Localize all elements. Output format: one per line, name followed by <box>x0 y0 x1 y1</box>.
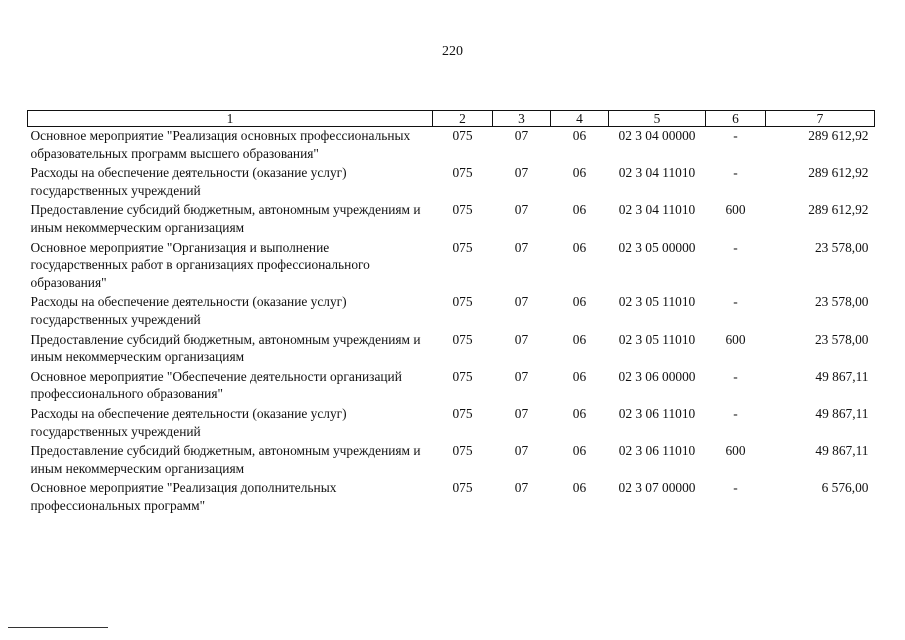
subsection-code: 06 <box>572 165 587 181</box>
item-name: Предоставление субсидий бюджетным, автономным учреждениям и иным некоммерческим организациям <box>30 443 421 476</box>
item-name: Основное мероприятие "Обеспечение деятельности организаций профессионального образования" <box>30 368 402 402</box>
table-row <box>28 293 875 330</box>
item-name: Расходы на обеспечение деятельности (оказание услуг) государственных учреждений <box>30 294 347 327</box>
table-row <box>28 239 875 294</box>
subsection-code: 06 <box>572 239 587 255</box>
amount: 23 578,00 <box>814 294 869 310</box>
section-code: 07 <box>514 331 529 347</box>
item-name: Расходы на обеспечение деятельности (оказание услуг) государственных учреждений <box>30 405 347 439</box>
target-article-code: 02 3 06 00000 <box>618 368 696 384</box>
section-code: 07 <box>514 128 529 143</box>
expense-type-code: 600 <box>725 443 746 459</box>
amount: 49 867,11 <box>815 443 869 459</box>
table-row <box>28 201 875 238</box>
column-header-6: 6 <box>706 111 766 127</box>
amount: 289 612,92 <box>808 202 869 218</box>
budget-table <box>27 110 875 516</box>
amount: 289 612,92 <box>808 128 869 143</box>
target-article-code: 02 3 04 11010 <box>618 202 696 218</box>
table-row <box>28 442 875 479</box>
ministry-code: 075 <box>452 368 473 384</box>
header-row <box>28 111 875 127</box>
subsection-code: 06 <box>572 331 587 347</box>
ministry-code: 075 <box>452 239 473 255</box>
subsection-code: 06 <box>572 480 587 496</box>
subsection-code: 06 <box>572 443 587 459</box>
section-code: 07 <box>514 368 529 384</box>
column-header-4: 4 <box>551 111 609 127</box>
expense-type-code: - <box>733 405 738 421</box>
expense-type-code: - <box>733 239 738 255</box>
subsection-code: 06 <box>572 128 587 143</box>
subsection-code: 06 <box>572 405 587 421</box>
target-article-code: 02 3 05 11010 <box>618 294 696 310</box>
table-row <box>28 368 875 405</box>
expense-type-code: 600 <box>725 331 746 347</box>
ministry-code: 075 <box>452 294 473 310</box>
item-name: Предоставление субсидий бюджетным, автономным учреждениям и иным некоммерческим организациям <box>30 331 421 365</box>
column-header-5: 5 <box>609 111 706 127</box>
expense-type-code: - <box>733 480 738 496</box>
table-row <box>28 127 875 165</box>
amount: 49 867,11 <box>815 368 869 384</box>
section-code: 07 <box>514 405 529 421</box>
item-name: Основное мероприятие "Реализация основных профессиональных образовательных программ высшего образования" <box>30 128 411 161</box>
target-article-code: 02 3 06 11010 <box>618 405 696 421</box>
table-row <box>28 479 875 516</box>
footnote-divider <box>8 627 108 628</box>
expense-type-code: - <box>733 294 738 310</box>
ministry-code: 075 <box>452 202 473 218</box>
target-article-code: 02 3 07 00000 <box>618 480 696 496</box>
target-article-code: 02 3 06 11010 <box>618 443 696 459</box>
expense-type-code: - <box>733 368 738 384</box>
item-name: Расходы на обеспечение деятельности (оказание услуг) государственных учреждений <box>30 165 347 198</box>
target-article-code: 02 3 04 11010 <box>618 165 696 181</box>
section-code: 07 <box>514 239 529 255</box>
column-header-3: 3 <box>493 111 551 127</box>
column-header-1: 1 <box>28 111 433 127</box>
page-number: 220 <box>442 44 463 59</box>
ministry-code: 075 <box>452 331 473 347</box>
ministry-code: 075 <box>452 443 473 459</box>
section-code: 07 <box>514 480 529 496</box>
subsection-code: 06 <box>572 368 587 384</box>
section-code: 07 <box>514 165 529 181</box>
item-name: Основное мероприятие "Реализация дополнительных профессиональных программ" <box>30 480 337 513</box>
ministry-code: 075 <box>452 165 473 181</box>
target-article-code: 02 3 05 11010 <box>618 331 696 347</box>
section-code: 07 <box>514 443 529 459</box>
subsection-code: 06 <box>572 202 587 218</box>
target-article-code: 02 3 04 00000 <box>618 128 696 143</box>
expense-type-code: 600 <box>725 202 746 218</box>
amount: 23 578,00 <box>814 239 869 255</box>
table-row <box>28 331 875 368</box>
amount: 23 578,00 <box>814 331 869 347</box>
ministry-code: 075 <box>452 405 473 421</box>
column-header-2: 2 <box>433 111 493 127</box>
item-name: Основное мероприятие "Организация и выполнение государственных работ в организациях профессионального образования" <box>30 239 370 290</box>
column-header-7: 7 <box>766 111 875 127</box>
expense-type-code: - <box>733 128 738 143</box>
section-code: 07 <box>514 202 529 218</box>
table-row <box>28 164 875 201</box>
section-code: 07 <box>514 294 529 310</box>
expense-type-code: - <box>733 165 738 181</box>
ministry-code: 075 <box>452 128 473 143</box>
amount: 6 576,00 <box>821 480 869 496</box>
ministry-code: 075 <box>452 480 473 496</box>
subsection-code: 06 <box>572 294 587 310</box>
target-article-code: 02 3 05 00000 <box>618 239 696 255</box>
amount: 49 867,11 <box>815 405 869 421</box>
item-name: Предоставление субсидий бюджетным, автономным учреждениям и иным некоммерческим организациям <box>30 202 421 235</box>
amount: 289 612,92 <box>808 165 869 181</box>
table-row <box>28 405 875 442</box>
